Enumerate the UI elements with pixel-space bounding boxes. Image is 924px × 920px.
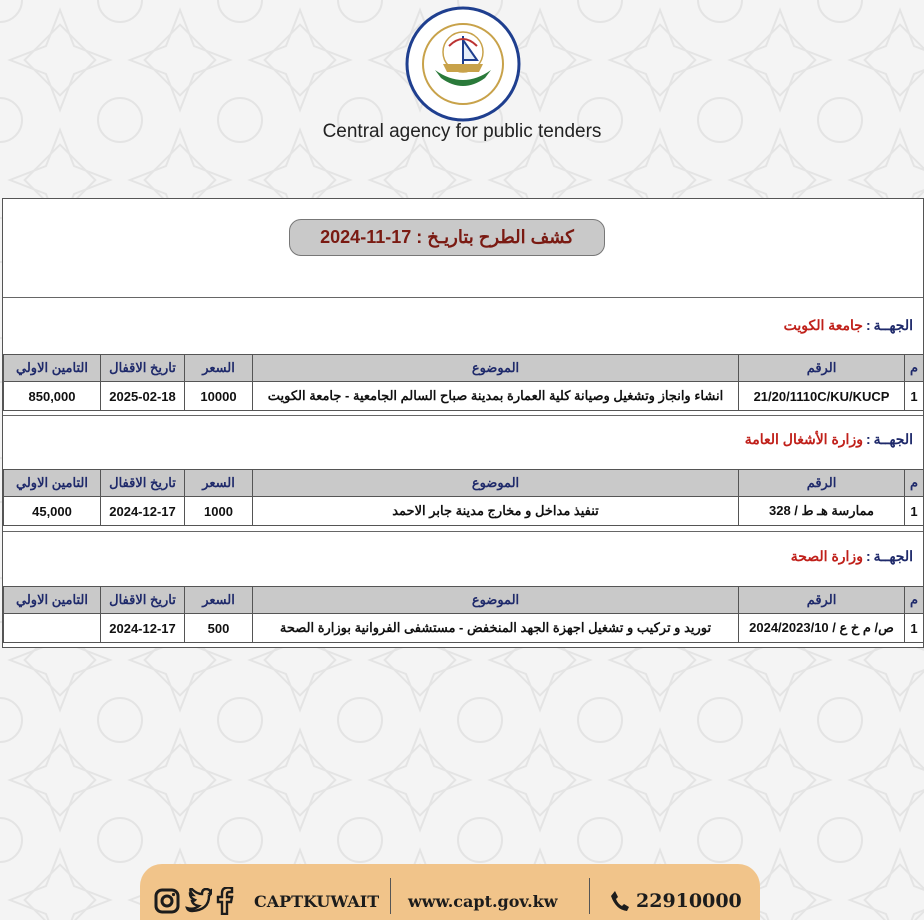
tender-table	[3, 586, 924, 643]
table-row	[4, 497, 924, 526]
cell-number: ص/ م خ ع / 2024/2023/10	[739, 614, 905, 643]
col-closing-date: تاريخ الاقفال	[101, 470, 185, 497]
col-index: م	[905, 355, 924, 382]
cell-index: 1	[905, 497, 924, 526]
entity-heading	[784, 317, 913, 334]
col-number: الرقم	[739, 587, 905, 614]
entity-label: الجهــة	[873, 431, 913, 447]
col-insurance: التامين الاولي	[4, 587, 101, 614]
cell-closing-date: 2024-12-17	[101, 497, 185, 526]
agency-name: Central agency for public tenders	[322, 121, 602, 142]
divider	[589, 878, 590, 914]
col-insurance: التامين الاولي	[4, 355, 101, 382]
cell-price: 500	[185, 614, 253, 643]
entity-heading	[791, 548, 913, 565]
col-closing-date: تاريخ الاقفال	[101, 355, 185, 382]
phone-text: 22910000	[636, 890, 742, 912]
cell-subject: تنفيذ مداخل و مخارج مدينة جابر الاحمد	[253, 497, 739, 526]
table-header-row	[4, 470, 924, 497]
entity-name: وزارة الأشغال العامة	[744, 431, 863, 447]
facebook-icon[interactable]	[216, 887, 234, 915]
page-header	[0, 0, 924, 198]
cell-price: 1000	[185, 497, 253, 526]
col-closing-date: تاريخ الاقفال	[101, 587, 185, 614]
col-subject: الموضوع	[253, 470, 739, 497]
website-link[interactable]	[408, 886, 558, 916]
col-price: السعر	[185, 587, 253, 614]
instagram-icon[interactable]	[154, 888, 180, 914]
social-icons	[154, 886, 234, 916]
cell-index: 1	[905, 382, 924, 411]
entity-colon: :	[865, 548, 871, 564]
divider	[3, 415, 923, 416]
cell-insurance: 850,000	[4, 382, 101, 411]
table-header-row	[4, 355, 924, 382]
divider	[3, 297, 923, 298]
col-subject: الموضوع	[253, 355, 739, 382]
entity-name: وزارة الصحة	[790, 548, 863, 564]
agency-logo	[405, 6, 521, 122]
cell-subject: توريد و تركيب و تشغيل اجهزة الجهد المنخفض - مستشفى الفروانية بوزارة الصحة	[253, 614, 739, 643]
cell-number: ممارسة هـ ط / 328	[739, 497, 905, 526]
cell-insurance	[4, 614, 101, 643]
cell-index: 1	[905, 614, 924, 643]
cell-closing-date: 2025-02-18	[101, 382, 185, 411]
col-index: م	[905, 587, 924, 614]
table-header-row	[4, 587, 924, 614]
tender-document	[2, 198, 924, 648]
phone-icon	[610, 890, 630, 912]
entity-name: جامعة الكويت	[783, 317, 863, 333]
col-insurance: التامين الاولي	[4, 470, 101, 497]
col-subject: الموضوع	[253, 587, 739, 614]
table-row	[4, 614, 924, 643]
website-text: www.capt.gov.kw	[408, 891, 558, 911]
entity-colon: :	[865, 317, 871, 333]
col-price: السعر	[185, 355, 253, 382]
table-row	[4, 382, 924, 411]
cell-price: 10000	[185, 382, 253, 411]
entity-heading	[745, 431, 913, 448]
social-handle[interactable]	[254, 886, 379, 916]
tender-table	[3, 354, 924, 411]
twitter-icon[interactable]	[184, 888, 212, 914]
col-price: السعر	[185, 470, 253, 497]
col-number: الرقم	[739, 355, 905, 382]
entity-colon: :	[865, 431, 871, 447]
document-title: كشف الطرح بتاريـخ : 17-11-2024	[289, 219, 605, 256]
cell-subject: انشاء وانجاز وتشغيل وصيانة كلية العمارة بمدينة صباح السالم الجامعية - جامعة الكويت	[253, 382, 739, 411]
contact-footer	[140, 864, 760, 920]
divider	[3, 531, 923, 532]
cell-number: 21/20/1110C/KU/KUCP	[739, 382, 905, 411]
cell-closing-date: 2024-12-17	[101, 614, 185, 643]
phone-contact[interactable]	[610, 886, 742, 916]
entity-label: الجهــة	[873, 317, 913, 333]
tender-table	[3, 469, 924, 526]
cell-insurance: 45,000	[4, 497, 101, 526]
col-number: الرقم	[739, 470, 905, 497]
entity-label: الجهــة	[873, 548, 913, 564]
divider	[390, 878, 391, 914]
col-index: م	[905, 470, 924, 497]
handle-text: CAPTKUWAIT	[254, 891, 380, 911]
